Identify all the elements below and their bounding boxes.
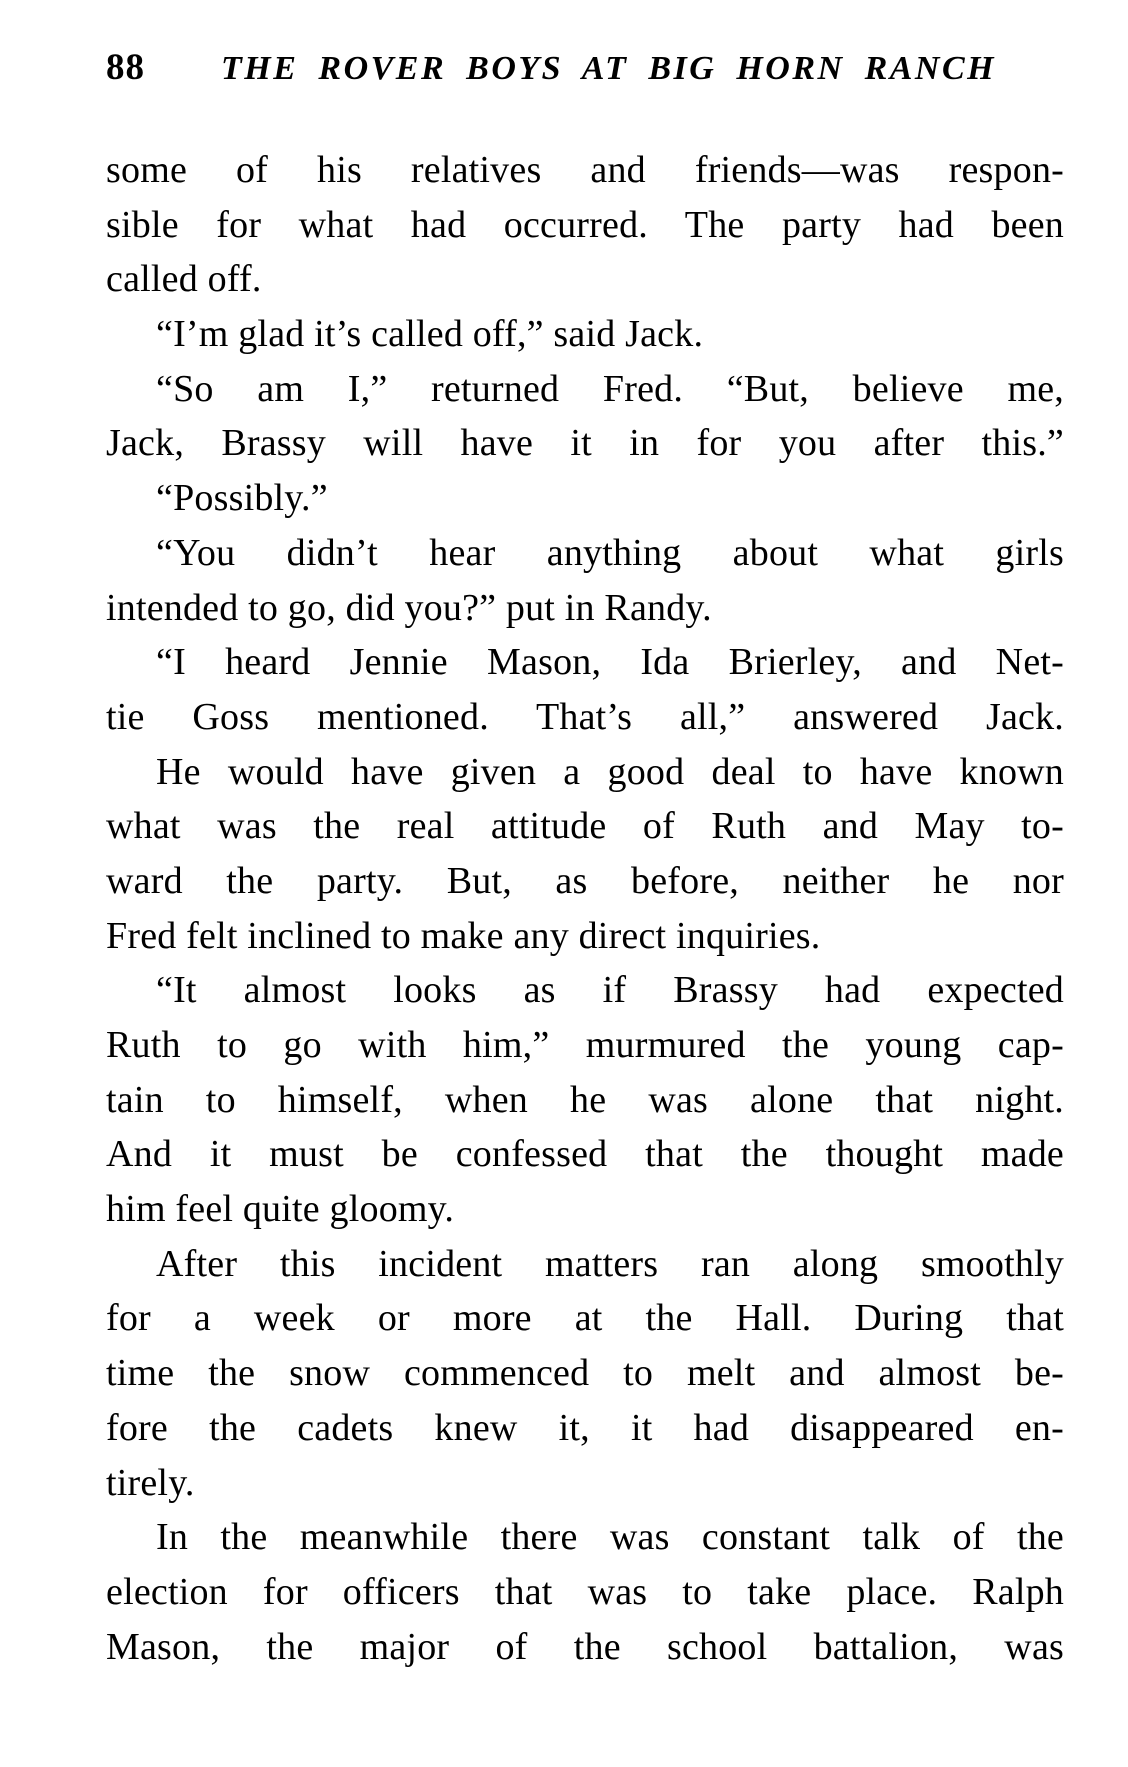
text-line: “Possibly.” <box>156 477 328 520</box>
text-line: And it must be confessed that the thought made <box>106 1133 1064 1176</box>
text-line: “You didn’t hear anything about what girls <box>156 531 1064 574</box>
text-line: ward the party. But, as before, neither he nor <box>106 859 1064 902</box>
page-body <box>106 143 1064 1674</box>
text-line: election for officers that was to take place. Ralph <box>106 1570 1064 1613</box>
text-line: tie Goss mentioned. That’s all,” answered Jack. <box>106 695 1064 738</box>
text-line: some of his relatives and friends—was respon- <box>106 149 1064 191</box>
text-line: Jack, Brassy will have it in for you after this.” <box>106 422 1064 465</box>
text-line: him feel quite gloomy. <box>106 1188 455 1231</box>
text-line: tirely. <box>106 1461 195 1504</box>
running-title: THE ROVER BOYS AT BIG HORN RANCH <box>221 50 997 87</box>
text-line: “So am I,” returned Fred. “But, believe me, <box>156 367 1064 410</box>
text-line: intended to go, did you?” put in Randy. <box>106 586 712 629</box>
text-line: After this incident matters ran along smoothly <box>156 1242 1064 1285</box>
text-line: sible for what had occurred. The party had been <box>106 203 1064 246</box>
text-line: fore the cadets knew it, it had disappeared en- <box>106 1406 1064 1449</box>
text-line: Fred felt inclined to make any direct inquiries. <box>106 914 821 957</box>
text-line: “I’m glad it’s called off,” said Jack. <box>156 313 704 356</box>
page-header <box>106 46 1064 90</box>
text-line: Ruth to go with him,” murmured the young cap- <box>106 1024 1064 1066</box>
text-line: called off. <box>106 258 262 301</box>
text-line: tain to himself, when he was alone that night. <box>106 1078 1064 1121</box>
text-line: what was the real attitude of Ruth and May to- <box>106 805 1064 848</box>
text-line: time the snow commenced to melt and almost be- <box>106 1352 1064 1395</box>
page-number: 88 <box>106 47 145 88</box>
text-line: He would have given a good deal to have known <box>156 750 1064 793</box>
text-line: Mason, the major of the school battalion, was <box>106 1625 1064 1668</box>
text-line: In the meanwhile there was constant talk of the <box>156 1516 1064 1559</box>
text-line: for a week or more at the Hall. During that <box>106 1297 1064 1340</box>
text-line: “It almost looks as if Brassy had expected <box>156 969 1064 1012</box>
text-line: “I heard Jennie Mason, Ida Brierley, and Net- <box>156 641 1064 684</box>
